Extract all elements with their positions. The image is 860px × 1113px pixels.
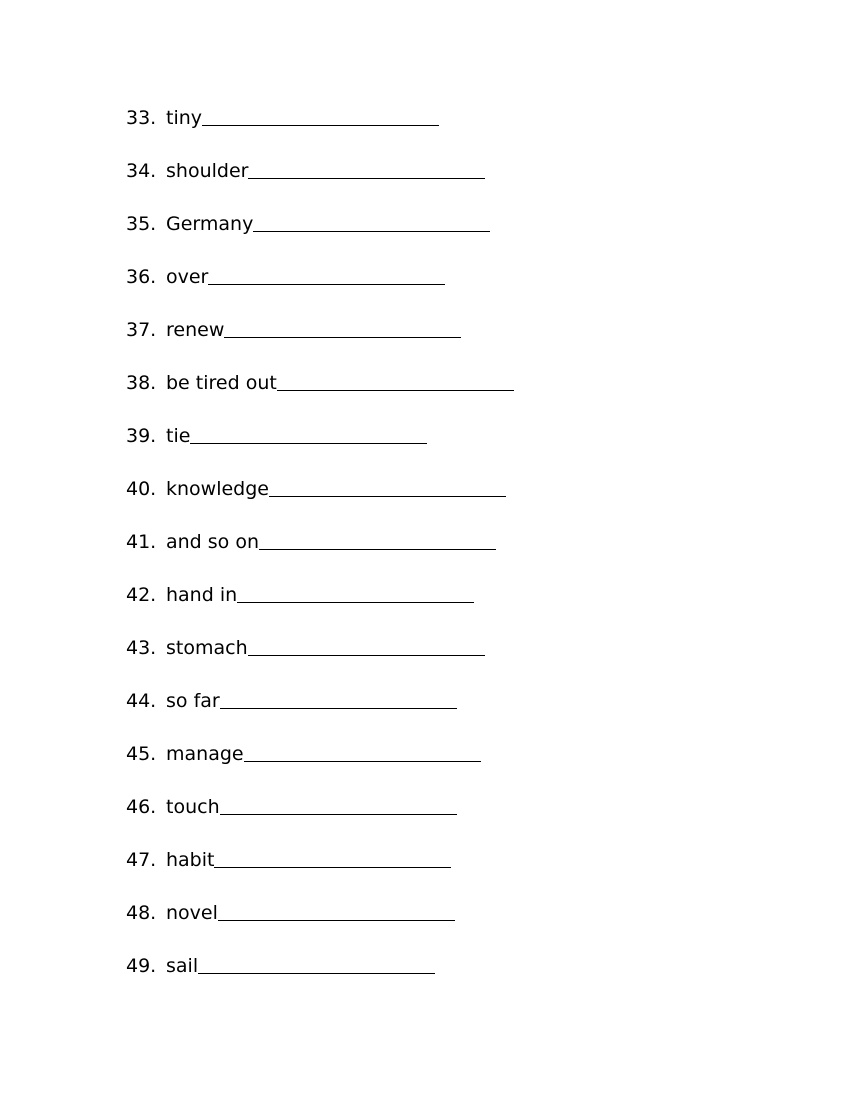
item-number: 48. — [126, 902, 157, 924]
answer-blank[interactable] — [269, 475, 506, 497]
item-word: habit — [166, 849, 215, 871]
list-item — [126, 846, 514, 899]
item-word: manage — [166, 743, 244, 765]
answer-blank[interactable] — [237, 581, 474, 603]
item-word: knowledge — [166, 478, 269, 500]
item-number: 43. — [126, 637, 157, 659]
answer-blank[interactable] — [248, 634, 485, 656]
answer-blank[interactable] — [248, 157, 485, 179]
item-word: Germany — [166, 213, 254, 235]
item-number: 39. — [126, 425, 157, 447]
answer-blank[interactable] — [224, 316, 461, 338]
answer-blank[interactable] — [202, 104, 439, 126]
item-number: 34. — [126, 160, 157, 182]
item-word: renew — [166, 319, 225, 341]
list-item — [126, 581, 514, 634]
item-number: 33. — [126, 107, 157, 129]
item-word: be tired out — [166, 372, 277, 394]
list-item — [126, 210, 514, 263]
item-number: 40. — [126, 478, 157, 500]
answer-blank[interactable] — [244, 740, 481, 762]
list-item — [126, 740, 514, 793]
item-number: 49. — [126, 955, 157, 977]
list-item — [126, 316, 514, 369]
answer-blank[interactable] — [208, 263, 445, 285]
item-word: touch — [166, 796, 220, 818]
item-word: and so on — [166, 531, 260, 553]
item-word: stomach — [166, 637, 248, 659]
item-number: 41. — [126, 531, 157, 553]
item-number: 35. — [126, 213, 157, 235]
item-word: sail — [166, 955, 199, 977]
item-word: over — [166, 266, 209, 288]
list-item — [126, 793, 514, 846]
item-number: 44. — [126, 690, 157, 712]
item-word: hand in — [166, 584, 238, 606]
answer-blank[interactable] — [220, 687, 457, 709]
item-word: tiny — [166, 107, 203, 129]
list-item — [126, 157, 514, 210]
list-item — [126, 952, 514, 1005]
item-number: 36. — [126, 266, 157, 288]
item-word: novel — [166, 902, 218, 924]
item-number: 42. — [126, 584, 157, 606]
list-item — [126, 634, 514, 687]
answer-blank[interactable] — [253, 210, 490, 232]
list-item — [126, 422, 514, 475]
item-number: 46. — [126, 796, 157, 818]
item-number: 37. — [126, 319, 157, 341]
list-item — [126, 475, 514, 528]
answer-blank[interactable] — [190, 422, 427, 444]
item-word: shoulder — [166, 160, 249, 182]
answer-blank[interactable] — [220, 793, 457, 815]
item-word: tie — [166, 425, 191, 447]
list-item — [126, 899, 514, 952]
answer-blank[interactable] — [214, 846, 451, 868]
item-word: so far — [166, 690, 220, 712]
answer-blank[interactable] — [277, 369, 514, 391]
list-item — [126, 263, 514, 316]
list-item — [126, 104, 514, 157]
item-number: 38. — [126, 372, 157, 394]
answer-blank[interactable] — [218, 899, 455, 921]
list-item — [126, 687, 514, 740]
list-item — [126, 369, 514, 422]
item-number: 45. — [126, 743, 157, 765]
item-number: 47. — [126, 849, 157, 871]
list-item — [126, 528, 514, 581]
answer-blank[interactable] — [259, 528, 496, 550]
answer-blank[interactable] — [198, 952, 435, 974]
vocabulary-list — [126, 104, 514, 1005]
